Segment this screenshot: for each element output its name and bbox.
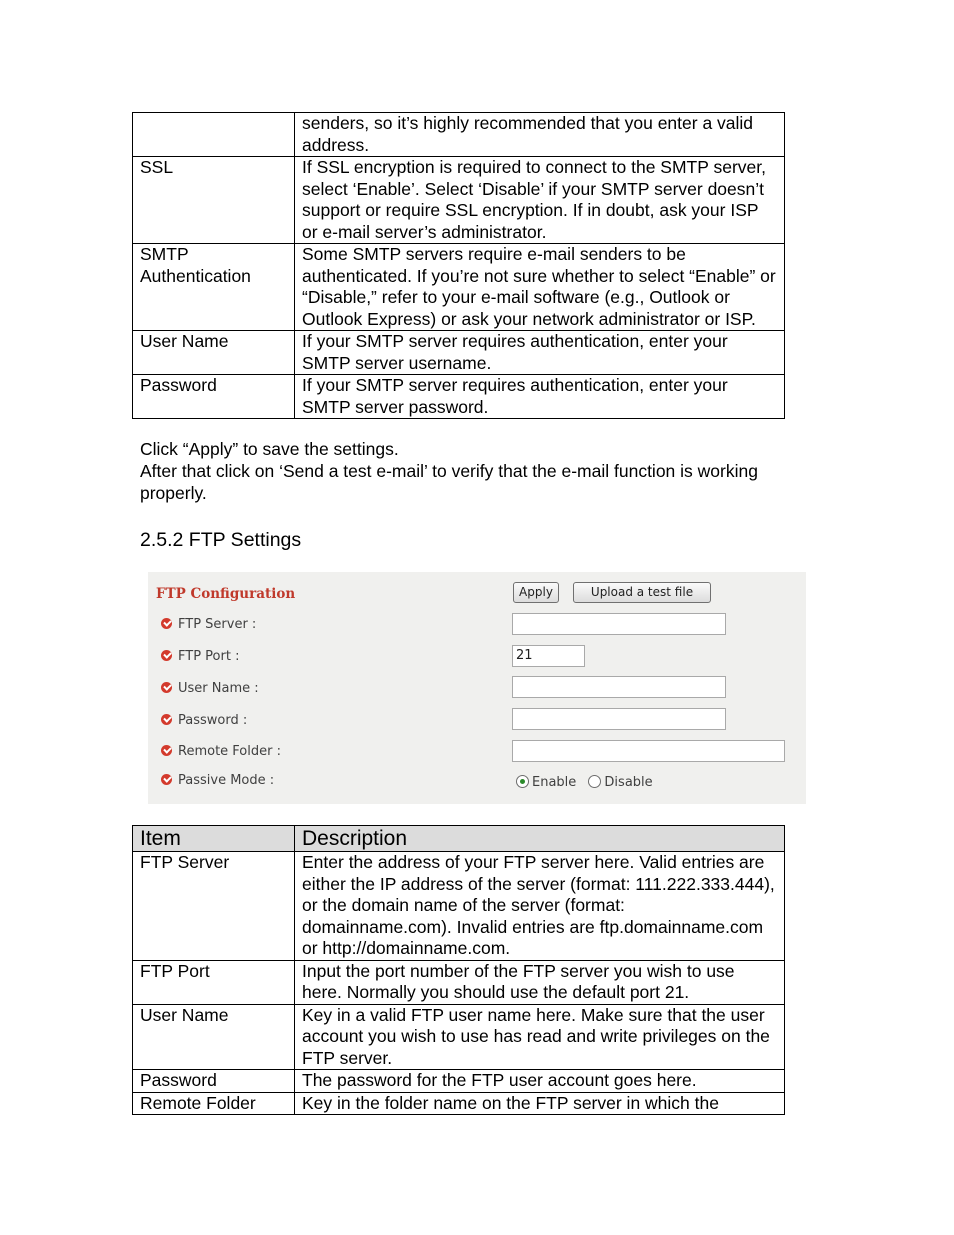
password-label: Password : (161, 712, 247, 730)
description-cell: If SSL encryption is required to connect to the SMTP server, select ‘Enable’. Select ‘Disable’ if your SMTP server doesn’t support or require SSL encryption. If in doubt, ask your ISP or e-mail server’s administrator. (295, 157, 785, 244)
item-cell: Password (133, 375, 295, 419)
ftp-configuration-panel (148, 572, 806, 804)
test-email-note: After that click on ‘Send a test e-mail’ to verify that the e-mail function is working properly. (140, 461, 758, 503)
item-cell: SSL (133, 157, 295, 244)
disable-radio-label[interactable]: Disable (604, 775, 653, 790)
item-cell: Password (133, 1070, 295, 1093)
apply-button[interactable]: Apply (513, 582, 559, 603)
description-cell: If your SMTP server requires authentication, enter your SMTP server username. (295, 331, 785, 375)
item-cell: FTP Server (133, 852, 295, 961)
check-bullet-icon (161, 650, 172, 661)
enable-radio[interactable] (516, 775, 529, 788)
smtp-settings-table (132, 112, 785, 419)
table-header-row (133, 826, 785, 852)
remote-folder-input[interactable] (512, 740, 785, 762)
check-bullet-icon (161, 745, 172, 756)
ftp-port-label: FTP Port : (161, 648, 239, 666)
disable-radio[interactable] (588, 775, 601, 788)
table-row (133, 244, 785, 331)
description-cell: Key in a valid FTP user name here. Make sure that the user account you wish to use has read and write privileges on the FTP server. (295, 1004, 785, 1070)
user-name-label: User Name : (161, 680, 259, 698)
description-cell: The password for the FTP user account goes here. (295, 1070, 785, 1093)
item-cell: User Name (133, 1004, 295, 1070)
item-cell (133, 113, 295, 157)
item-cell: SMTP Authentication (133, 244, 295, 331)
password-input[interactable] (512, 708, 726, 730)
table-row (133, 960, 785, 1004)
check-bullet-icon (161, 714, 172, 725)
ftp-server-label: FTP Server : (161, 616, 256, 634)
check-bullet-icon (161, 774, 172, 785)
check-bullet-icon (161, 618, 172, 629)
upload-test-file-button[interactable]: Upload a test file (573, 582, 711, 603)
description-cell: Key in the folder name on the FTP server in which the (295, 1092, 785, 1115)
column-header-description: Description (295, 826, 785, 852)
item-cell: Remote Folder (133, 1092, 295, 1115)
table-row (133, 157, 785, 244)
remote-folder-label: Remote Folder : (161, 743, 281, 761)
description-cell: senders, so it’s highly recommended that you enter a valid address. (295, 113, 785, 157)
enable-radio-label[interactable]: Enable (532, 775, 577, 790)
section-heading: 2.5.2 FTP Settings (140, 529, 302, 551)
column-header-item: Item (133, 826, 295, 852)
ftp-settings-table (132, 825, 785, 1115)
table-row (133, 1092, 785, 1115)
table-row (133, 852, 785, 961)
passive-mode-label: Passive Mode : (161, 772, 274, 790)
table-row (133, 1070, 785, 1093)
description-cell: Enter the address of your FTP server here. Valid entries are either the IP address of the server (format: 111.222.333.444), or the domain name of the server (format: domainname.com). Invalid entries are ftp.domainname.com or http://domainname.com. (295, 852, 785, 961)
ftp-port-input[interactable]: 21 (512, 645, 585, 667)
user-name-input[interactable] (512, 676, 726, 698)
check-bullet-icon (161, 682, 172, 693)
panel-title: FTP Configuration (156, 586, 296, 602)
description-cell: If your SMTP server requires authentication, enter your SMTP server password. (295, 375, 785, 419)
table-row (133, 113, 785, 157)
item-cell: FTP Port (133, 960, 295, 1004)
description-cell: Some SMTP servers require e-mail senders to be authenticated. If you’re not sure whether to select “Enable” or “Disable,” refer to your e-mail software (e.g., Outlook or Outlook Express) or ask your network administrator or ISP. (295, 244, 785, 331)
passive-mode-options (516, 774, 653, 792)
apply-note: Click “Apply” to save the settings. (140, 439, 399, 459)
item-cell: User Name (133, 331, 295, 375)
table-row (133, 375, 785, 419)
description-cell: Input the port number of the FTP server you wish to use here. Normally you should use the default port 21. (295, 960, 785, 1004)
table-row (133, 331, 785, 375)
table-row (133, 1004, 785, 1070)
ftp-server-input[interactable] (512, 613, 726, 635)
